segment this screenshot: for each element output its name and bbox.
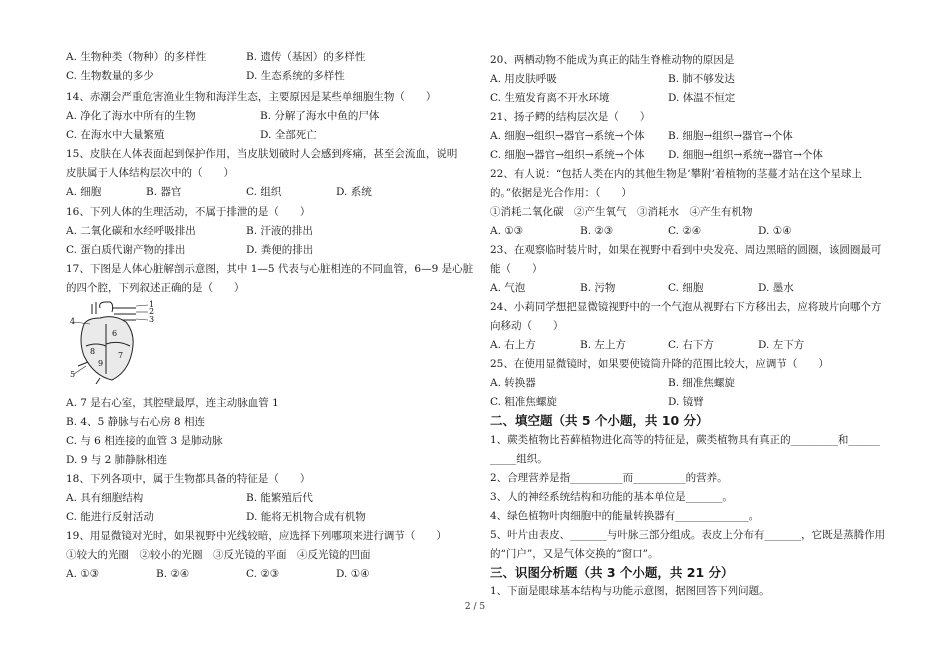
heart-outline xyxy=(81,317,133,380)
option-d: D. 粪便的排出 xyxy=(246,244,314,256)
option-d: D. 生态系统的多样性 xyxy=(246,70,345,82)
option-d: D. 全部死亡 xyxy=(260,129,317,141)
option-a: A. 细胞→组织→器官→系统→个体 xyxy=(490,130,645,142)
heart-label-1: 1 xyxy=(149,300,155,309)
option-b: B. 能繁殖后代 xyxy=(246,492,313,504)
heart-label-7: 7 xyxy=(118,351,124,360)
question-14: 14、赤潮会严重危害渔业生物和海洋生态，主要原因是某些单细胞生物（ ） xyxy=(66,91,437,103)
option-b: B. 遗传（基因）的多样性 xyxy=(246,51,366,63)
option-b: B. 污物 xyxy=(580,282,616,294)
question-24-cont: 向移动（ ） xyxy=(490,320,564,332)
heart-label-6: 6 xyxy=(112,329,118,338)
question-19-items: ①较大的光圈 ②较小的光圈 ③反光镜的平面 ④反光镜的凹面 xyxy=(66,549,371,561)
option-a: A. 用皮肤呼吸 xyxy=(490,73,557,85)
question-23: 23、在观察临时装片时，如果在视野中看到中央发亮、周边黑暗的圆圈，该圆圈最可 xyxy=(490,244,882,256)
question-15-cont: 皮肤属于人体结构层次中的（ ） xyxy=(66,167,234,179)
option-c: C. 生物数量的多少 xyxy=(66,70,154,82)
question-24: 24、小莉同学想把显微镜视野中的一个气泡从视野右下方移出去，应将玻片向哪个方 xyxy=(490,301,882,313)
fill-1: 1、蕨类植物比苔藓植物进化高等的特征是，蕨类植物具有真正的_________和______ xyxy=(490,434,880,446)
question-16: 16、下列人体的生理活动，不属于排泄的是（ ） xyxy=(66,206,311,218)
option-d: D. 细胞→组织→系统→器官→个体 xyxy=(668,149,823,161)
heart-label-4: 4 xyxy=(70,317,76,326)
fill-4: 4、绿色植物叶肉细胞中的能量转换器有______________。 xyxy=(490,510,760,522)
question-22-cont: 的。”依据是光合作用：（ ） xyxy=(490,187,632,199)
option-d: D. ①④ xyxy=(758,225,792,237)
page-number: 2 / 5 xyxy=(464,602,486,612)
option-c: C. 蛋白质代谢产物的排出 xyxy=(66,244,186,256)
analysis-1: 1、下面是眼球基本结构与功能示意图，据图回答下列问题。 xyxy=(490,585,770,597)
question-22-items: ①消耗二氧化碳 ②产生氧气 ③消耗水 ④产生有机物 xyxy=(490,206,753,218)
option-c: C. ②④ xyxy=(668,225,702,237)
option-a: A. 细胞 xyxy=(66,186,102,198)
heart-label-2: 2 xyxy=(149,307,155,316)
option-d: D. 左下方 xyxy=(758,339,805,351)
option-d: D. 能将无机物合成有机物 xyxy=(246,511,366,523)
question-22: 22、有人说：“包括人类在内的其他生物是‘攀附’着植物的茎蔓才站在这个星球上 xyxy=(490,168,862,180)
option-b: B. 4、5 静脉与右心房 8 相连 xyxy=(66,416,205,428)
option-c: C. 生殖发育离不开水环境 xyxy=(490,92,610,104)
option-a: A. ①③ xyxy=(66,568,100,580)
option-d: D. 体温不恒定 xyxy=(668,92,736,104)
fill-3: 3、人的神经系统结构和功能的基本单位是_______。 xyxy=(490,491,733,503)
option-a: A. 右上方 xyxy=(490,339,536,351)
option-c: C. 细胞 xyxy=(668,282,704,294)
option-c: C. 组织 xyxy=(246,186,282,198)
question-18: 18、下列各项中，属于生物都具备的特征是（ ） xyxy=(66,473,311,485)
fill-1-cont: _____组织。 xyxy=(490,453,548,465)
option-b: B. 汗液的排出 xyxy=(246,225,313,237)
option-c: C. 在海水中大量繁殖 xyxy=(66,129,165,141)
option-b: B. 细准焦螺旋 xyxy=(668,377,735,389)
question-15: 15、皮肤在人体表面起到保护作用，当皮肤划破时人会感到疼痛，甚至会流血，说明 xyxy=(66,148,458,160)
option-b: B. ②③ xyxy=(580,225,614,237)
option-b: B. 器官 xyxy=(146,186,182,198)
option-c: C. 细胞→器官→组织→系统→个体 xyxy=(490,149,645,161)
fill-2: 2、合理营养是指__________而__________的营养。 xyxy=(490,472,728,484)
heart-label-5: 5 xyxy=(70,370,76,379)
question-17: 17、下图是人体心脏解剖示意图，其中 1—5 代表与心脏相连的不同血管，6—9 是心脏 xyxy=(66,263,474,275)
question-23-cont: 能（ ） xyxy=(490,263,543,275)
option-d: D. 镜臂 xyxy=(668,396,704,408)
heart-label-8: 8 xyxy=(90,347,96,356)
option-a: A. 气泡 xyxy=(490,282,526,294)
option-a: A. 生物种类（物种）的多样性 xyxy=(66,51,207,63)
heart-label-3: 3 xyxy=(149,315,155,324)
option-c: C. ②③ xyxy=(246,568,280,580)
question-17-cont: 的四个腔，下列叙述正确的是（ ） xyxy=(66,282,245,294)
option-d: D. 9 与 2 肺静脉相连 xyxy=(66,454,168,466)
option-b: B. 左上方 xyxy=(580,339,626,351)
option-b: B. ②④ xyxy=(156,568,190,580)
option-a: A. ①③ xyxy=(490,225,524,237)
option-d: D. 系统 xyxy=(336,186,372,198)
option-b: B. 分解了海水中鱼的尸体 xyxy=(260,110,380,122)
option-a: A. 转换器 xyxy=(490,377,536,389)
vena-cava-top xyxy=(92,302,96,314)
option-c: C. 右下方 xyxy=(668,339,714,351)
option-c: C. 粗准焦螺旋 xyxy=(490,396,557,408)
option-c: C. 能进行反射活动 xyxy=(66,511,154,523)
question-20: 20、两栖动物不能成为真正的陆生脊椎动物的原因是 xyxy=(490,54,735,66)
option-d: D. 墨水 xyxy=(758,282,794,294)
option-a: A. 具有细胞结构 xyxy=(66,492,144,504)
heart-label-9: 9 xyxy=(98,359,104,368)
aorta-arch xyxy=(100,302,113,312)
option-d: D. ①④ xyxy=(336,568,370,580)
fill-5: 5、叶片由表皮、_______与叶脉三部分组成。表皮上分布有_______，它既是蒸腾作用 xyxy=(490,529,886,541)
option-c: C. 与 6 相连接的血管 3 是肺动脉 xyxy=(66,435,223,447)
heart-diagram xyxy=(70,300,156,384)
question-21: 21、扬子鳄的结构层次是（ ） xyxy=(490,111,651,123)
fill-5-cont: 的“门户”，又是气体交换的“窗口”。 xyxy=(490,548,659,560)
option-b: B. 细胞→组织→器官→个体 xyxy=(668,130,793,142)
section-3-heading: 三、识图分析题（共 3 个小题，共 21 分） xyxy=(490,565,734,580)
option-a: A. 二氧化碳和水经呼吸排出 xyxy=(66,225,196,237)
option-a: A. 净化了海水中所有的生物 xyxy=(66,110,196,122)
option-a: A. 7 是右心室，其腔壁最厚，连主动脉血管 1 xyxy=(66,397,279,409)
option-b: B. 肺不够发达 xyxy=(668,73,735,85)
section-2-heading: 二、填空题（共 5 个小题，共 10 分） xyxy=(490,413,709,428)
question-25: 25、在使用显微镜时，如果要使镜筒升降的范围比较大，应调节（ ） xyxy=(490,358,829,370)
question-19: 19、用显微镜对光时，如果视野中光线较暗，应选择下列哪项来进行调节（ ） xyxy=(66,530,447,542)
